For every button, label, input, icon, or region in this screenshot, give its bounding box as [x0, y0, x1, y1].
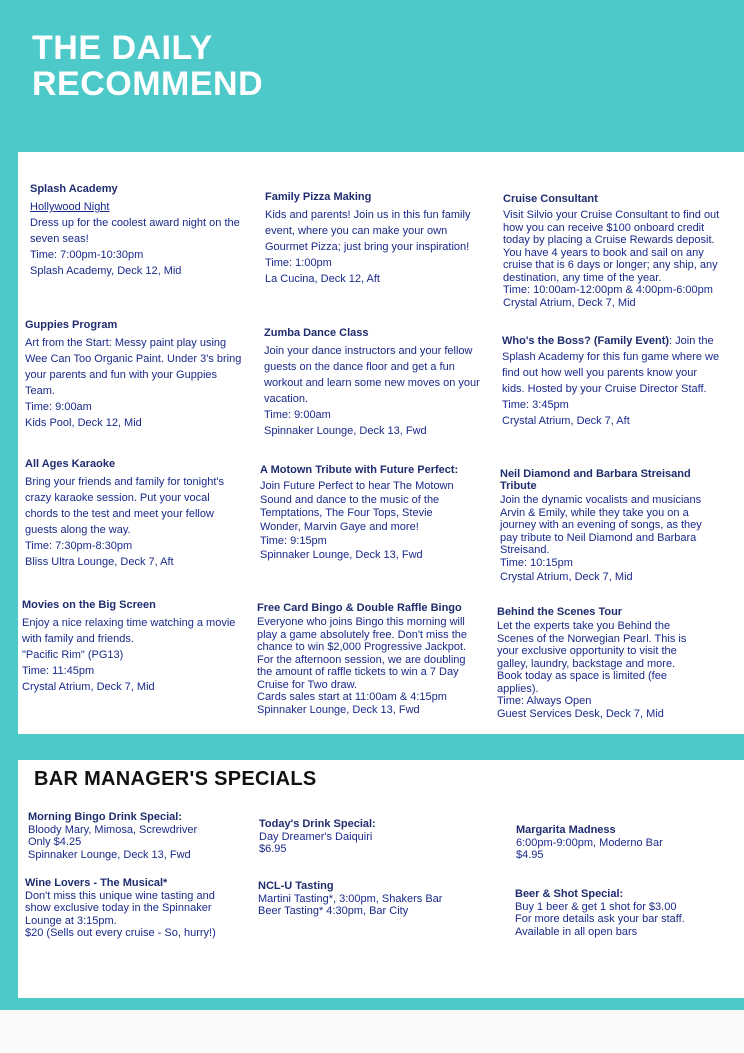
page-margin — [0, 1010, 744, 1053]
title-line-1: THE DAILY — [32, 29, 213, 67]
bar-specials-title: BAR MANAGER'S SPECIALS — [34, 768, 317, 790]
event-location: Crystal Atrium, Deck 7, Mid — [22, 681, 155, 693]
event-name: Neil Diamond and Barbara Streisand Tribute — [500, 468, 691, 492]
event-location: Crystal Atrium, Deck 7, Aft — [502, 415, 630, 427]
special-name: Today's Drink Special: — [259, 818, 376, 830]
event-name: Who's the Boss? (Family Event) — [502, 335, 670, 347]
event-description: Art from the Start: Messy paint play using Wee Can Too Organic Paint. Under 3's bring your parents and fun with your Guppies Team. — [25, 337, 242, 397]
event-description: Visit Silvio your Cruise Consultant to find out how you can receive $100 onboard credit today by placing a Cruise Rewards deposit. You have 4 years to book and sail on any cruise that is 6 days or longer; any ship, any destination, any time of the year. — [503, 209, 720, 284]
event-name: All Ages Karaoke — [25, 458, 116, 470]
special-line: Beer Tasting* 4:30pm, Bar City — [258, 905, 409, 917]
special-name: Morning Bingo Drink Special: — [28, 811, 183, 823]
event-guppies — [25, 317, 243, 431]
special-line: Martini Tasting*, 3:00pm, Shakers Bar — [258, 892, 443, 905]
event-name: Movies on the Big Screen — [22, 599, 156, 611]
special-line: Don't miss this unique wine tasting and show exclusive today in the Spinnaker Lounge at 3:15pm. — [25, 889, 215, 927]
event-description: Kids and parents! Join us in this fun family event, where you can make your own Gourmet Pizza; just bring your inspiration! — [265, 209, 471, 253]
event-name: Guppies Program — [25, 319, 118, 331]
event-description: Join your dance instructors and your fellow guests on the dance floor and get a fun workout and learn some new moves on your vacation. — [264, 345, 480, 405]
event-location: Bliss Ultra Lounge, Deck 7, Aft — [25, 556, 174, 568]
event-time: Time: 7:00pm-10:30pm — [30, 249, 144, 261]
special-wine-lovers — [25, 877, 235, 940]
event-name: Family Pizza Making — [265, 191, 372, 203]
event-subtitle: Hollywood Night — [30, 201, 110, 213]
event-description: Join Future Perfect to hear The Motown Sound and dance to the music of the Temptations, The Four Tops, Stevie Wonder, Marvin Gaye and more! — [260, 480, 454, 533]
event-description: Enjoy a nice relaxing time watching a movie with family and friends. — [22, 617, 236, 645]
special-name: NCL-U Tasting — [258, 880, 334, 892]
event-description: : Join the Splash Academy for this fun game where we find out how well you parents know your kids. Hosted by your Cruise Director Staff. — [502, 335, 720, 395]
event-time: Time: 11:45pm — [22, 665, 95, 677]
event-time: Time: 9:15pm — [260, 535, 327, 547]
special-line: $6.95 — [259, 843, 287, 855]
event-description: Bring your friends and family for tonight's crazy karaoke session. Put your vocal chords to the test and meet your fellow guests along the way. — [25, 476, 224, 536]
event-location: Kids Pool, Deck 12, Mid — [25, 417, 142, 429]
event-location: Spinnaker Lounge, Deck 13, Fwd — [257, 703, 420, 716]
event-time: Time: 1:00pm — [265, 257, 332, 269]
special-margarita — [516, 824, 736, 862]
special-line: Available in all open bars — [515, 925, 638, 938]
event-time: Time: 3:45pm — [502, 399, 569, 411]
event-description: Let the experts take you Behind the Scenes of the Norwegian Pearl. This is your exclusive opportunity to visit the galley, laundry, backstage and more. Book today as space is limited (fee applies). — [497, 620, 687, 695]
event-location: Spinnaker Lounge, Deck 13, Fwd — [260, 549, 423, 561]
event-time: Time: 10:00am-12:00pm & 4:00pm-6:00pm — [503, 284, 713, 296]
event-description: Join the dynamic vocalists and musicians Arvin & Emily, while they take you on a journey with an evening of songs, as they pay tribute to Neil Diamond and Barbara Streisand. — [500, 494, 702, 556]
event-location: Guest Services Desk, Deck 7, Mid — [497, 707, 664, 720]
event-movies — [22, 597, 240, 695]
special-line: For more details ask your bar staff. — [515, 913, 685, 925]
special-name: Beer & Shot Special: — [515, 888, 624, 900]
event-name: Cruise Consultant — [503, 193, 598, 205]
event-location: Splash Academy, Deck 12, Mid — [30, 265, 182, 277]
event-neil-diamond — [500, 468, 712, 585]
title-line-2: RECOMMEND — [32, 65, 264, 103]
event-location: Crystal Atrium, Deck 7, Mid — [503, 296, 636, 309]
special-line: $4.95 — [516, 849, 544, 861]
event-location: La Cucina, Deck 12, Aft — [265, 273, 380, 285]
special-ncl-u — [258, 880, 478, 918]
event-time: Time: 10:15pm — [500, 556, 573, 569]
event-whos-the-boss — [502, 333, 722, 429]
event-description: Dress up for the coolest award night on the seven seas! — [30, 217, 240, 245]
special-line: Buy 1 beer & get 1 shot for $3.00 — [515, 900, 677, 913]
special-line: 6:00pm-9:00pm, Moderno Bar — [516, 836, 663, 849]
special-line: Day Dreamer's Daiquiri — [259, 830, 373, 843]
event-time: Time: 7:30pm-8:30pm — [25, 540, 133, 552]
event-time: Time: Always Open — [497, 695, 592, 707]
event-name: Behind the Scenes Tour — [497, 606, 623, 618]
special-name: Wine Lovers - The Musical* — [25, 877, 168, 889]
event-location: Spinnaker Lounge, Deck 13, Fwd — [264, 425, 427, 437]
special-beer-shot — [515, 888, 735, 938]
special-morning-bingo — [28, 811, 248, 861]
special-line: Only $4.25 — [28, 836, 82, 848]
event-behind-scenes — [497, 604, 697, 720]
event-name: A Motown Tribute with Future Perfect: — [260, 464, 459, 476]
event-family-pizza — [265, 189, 483, 287]
event-name: Zumba Dance Class — [264, 327, 369, 339]
event-zumba — [264, 325, 482, 439]
event-time: Cards sales start at 11:00am & 4:15pm — [257, 691, 447, 703]
event-heading — [502, 333, 722, 397]
event-splash-academy — [30, 181, 248, 279]
event-bingo — [257, 600, 479, 716]
event-name: Splash Academy — [30, 183, 118, 195]
event-description: Everyone who joins Bingo this morning will play a game absolutely free. Don't miss the chance to win $2,000 Progressive Jackpot. For the afternoon session, we are doubling the amount of raffle tickets to win a 7 Day Cruise for Two draw. — [257, 616, 467, 691]
event-name: Free Card Bingo & Double Raffle Bingo — [257, 602, 462, 614]
special-line: $20 (Sells out every cruise - So, hurry!) — [25, 927, 216, 939]
event-cruise-consultant — [503, 191, 729, 309]
event-time: Time: 9:00am — [25, 401, 92, 413]
event-karaoke — [25, 456, 243, 570]
page-title — [32, 30, 263, 102]
special-todays-drink — [259, 818, 479, 856]
special-line: Bloody Mary, Mimosa, Screwdriver — [28, 823, 198, 836]
event-location: Crystal Atrium, Deck 7, Mid — [500, 571, 633, 583]
event-motown — [260, 462, 470, 562]
event-movie-title: "Pacific Rim" (PG13) — [22, 649, 124, 661]
event-time: Time: 9:00am — [264, 409, 331, 421]
special-line: Spinnaker Lounge, Deck 13, Fwd — [28, 848, 191, 861]
special-name: Margarita Madness — [516, 824, 616, 836]
